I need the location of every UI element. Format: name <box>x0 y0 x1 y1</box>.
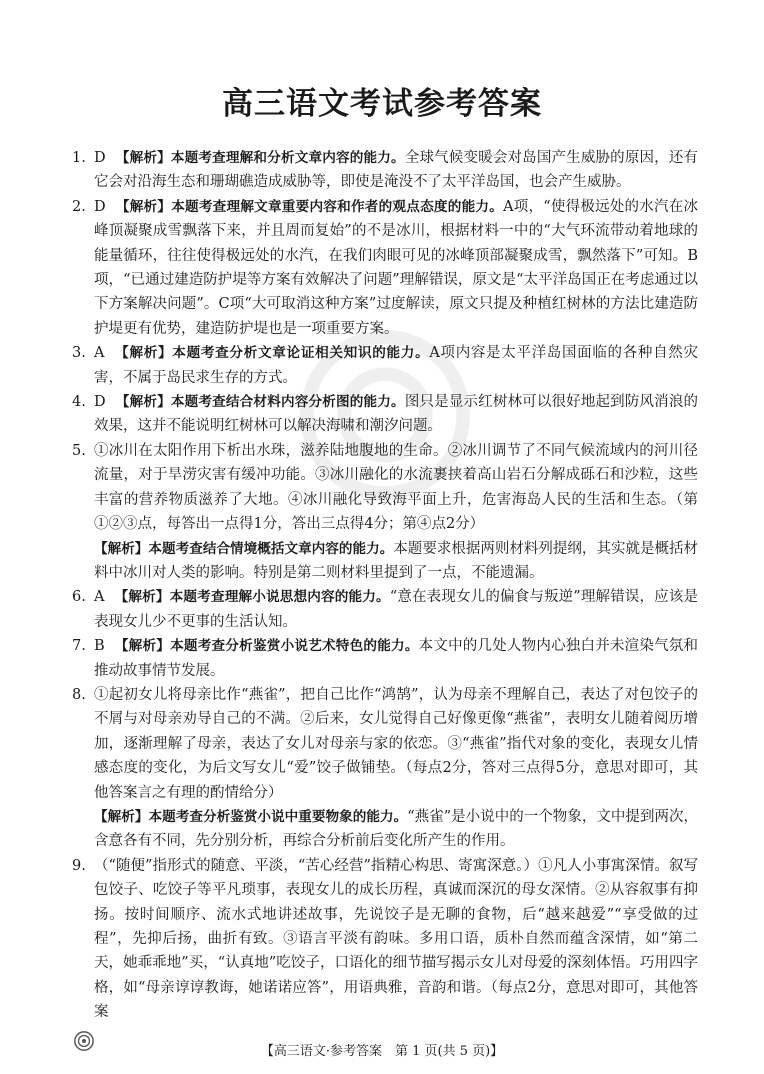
item-answer: B <box>94 638 105 655</box>
item-number: 7. <box>72 638 86 655</box>
analysis-text: 本文中的几处人物内心独白并未渲染气氛和推动故事情节发展。 <box>94 638 699 679</box>
analysis-text: A项内容是太平洋岛国面临的各种自然灾害，不属于岛民求生存的方式。 <box>94 345 698 386</box>
analysis-lead: 本题考查结合材料内容分析图的能力。 <box>170 394 405 411</box>
item-answer: D <box>94 394 106 411</box>
answer-text: （“随便”指形式的随意、平淡，“苦心经营”指精心构思、寄寓深意。）①凡人小事寓深情。叙写包饺子、吃饺子等平凡琐事，表现女儿的成长历程，真诚而深沉的母女深情。②从容叙事有抑扬。按时间顺序、流水式地讲述故事，先说饺子是无聊的食物，后“越来越爱”“享受做的过程”，先抑后扬，曲折有致。③语言平淡有韵味。多用口语，质朴自然而蕴含深情，如“第二天，她乖乖地”买，“认真地”吃饺子，口语化的细节描写揭示女儿对母爱的深刻体悟。巧用四字格，如“母亲谆谆教诲，她诺诺应答”，用语典雅，音韵和谐。（每点2分，意思对即可，其他答案 <box>94 857 698 1021</box>
page-title: 高三语文考试参考答案 <box>222 86 542 122</box>
analysis-tag: 【解析】 <box>114 589 170 606</box>
analysis-block <box>94 537 698 586</box>
analysis-text: “意在表现女儿的偏食与叛逆”理解错误，应该是表现女儿少不更事的生活认知。 <box>94 589 699 630</box>
answer-item-4 <box>72 390 698 439</box>
analysis-lead: 本题考查分析文章论证相关知识的能力。 <box>172 345 430 362</box>
item-answer: A <box>94 589 105 606</box>
answer-item-7 <box>72 634 698 683</box>
answer-item-9 <box>72 854 698 1025</box>
analysis-tag: 【解析】 <box>115 150 171 166</box>
answer-item-6 <box>72 585 698 634</box>
analysis-lead: 本题考查分析鉴赏小说中重要物象的能力。 <box>148 808 408 825</box>
answer-item-2 <box>72 195 698 341</box>
item-answer: D <box>94 150 106 166</box>
item-number: 9. <box>72 857 86 874</box>
analysis-lead: 本题考查理解小说思想内容的能力。 <box>169 589 390 606</box>
analysis-tag: 【解析】 <box>114 638 171 655</box>
item-number: 3. <box>72 345 86 362</box>
answer-text: ①冰川在太阳作用下析出水珠，滋养陆地腹地的生命。②冰川调节了不同气候流域内的河川径流量，对于旱涝灾害有缓冲功能。③冰川融化的水流裹挟着高山岩石分解成砾石和沙粒，这些丰富的营养物质滋养了大地。④冰川融化导致海平面上升，危害海岛人民的生活和生态。（第①②③点，每答出一点得1分，答出三点得4分；第④点2分） <box>94 442 698 533</box>
item-number: 1. <box>72 150 86 166</box>
analysis-text: 图只是显示红树林可以很好地起到防风消浪的效果，这并不能说明红树林可以解决海啸和潮汐问题。 <box>94 394 699 435</box>
answer-text: ①起初女儿将母亲比作“燕雀”，把自己比作“鸿鹄”，认为母亲不理解自己，表达了对包饺子的不屑与对母亲劝导自己的不满。②后来，女儿觉得自己好像更像“燕雀”，表明女儿随着阅历增加，逐渐理解了母亲，表达了女儿对母亲与家的依恋。③“燕雀”指代对象的变化，表现女儿情感态度的变化，为后文写女儿“爱”饺子做铺垫。（每点2分，答对三点得5分，意思对即可，其他答案言之有理的酌情给分） <box>94 686 698 801</box>
answer-item-8 <box>72 683 698 854</box>
item-number: 2. <box>72 198 86 215</box>
analysis-text: 本题要求根据两则材料列提纲，其实就是概括材料中冰川对人类的影响。特别是第二则材料里提到了一点，不能遗漏。 <box>94 540 699 581</box>
item-number: 8. <box>72 686 86 703</box>
answer-list <box>72 146 698 1025</box>
analysis-tag: 【解析】 <box>115 198 172 215</box>
analysis-lead: 本题考查理解文章重要内容和作者的观点态度的能力。 <box>171 198 504 215</box>
analysis-tag: 【解析】 <box>94 808 149 825</box>
answer-item-1 <box>72 146 698 195</box>
item-answer: A <box>94 345 105 362</box>
analysis-block <box>94 805 698 854</box>
answer-item-5 <box>72 439 698 585</box>
answer-item-3 <box>72 341 698 390</box>
analysis-text: 全球气候变暖会对岛国产生威胁的原因，还有它会对沿海生态和珊瑚礁造成威胁等，即使是淹没不了太平洋岛国，也会产生威胁。 <box>94 150 699 191</box>
analysis-tag: 【解析】 <box>115 394 171 411</box>
item-number: 5. <box>72 442 86 459</box>
item-number: 6. <box>72 589 86 606</box>
analysis-text: A项，“使得极远处的水汽在冰峰顶凝聚成雪飘落下来，并且周而复始”的不是冰川，根据材料一中的“大气环流带动着地球的能量循环，往往使得极远处的水汽，在我们肉眼可见的冰峰顶部凝聚成雪，飘然落下”可知。B项，“已通过建造防护堤等方案有效解决了问题”理解错误，原文是“太平洋岛国正在考虑通过以下方案解决问题”。C项“大可取消这种方案”过度解读，原文只提及种植红树林的方法比建造防护堤更有优势，建造防护堤也是一项重要方案。 <box>94 198 698 337</box>
analysis-text: “燕雀”是小说中的一个物象，文中提到两次，含意各有不同，先分别分析，再综合分析前后变化所产生的作用。 <box>94 808 699 850</box>
item-answer: D <box>94 198 106 215</box>
analysis-lead: 本题考查结合情境概括文章内容的能力。 <box>148 540 394 557</box>
item-number: 4. <box>72 394 86 411</box>
analysis-lead: 本题考查分析鉴赏小说艺术特色的能力。 <box>170 638 419 655</box>
analysis-lead: 本题考查理解和分析文章内容的能力。 <box>170 150 405 166</box>
analysis-tag: 【解析】 <box>114 345 173 362</box>
analysis-tag: 【解析】 <box>94 540 149 557</box>
page-footer: 【高三语文·参考答案 第 1 页(共 5 页)】 <box>260 1044 504 1059</box>
